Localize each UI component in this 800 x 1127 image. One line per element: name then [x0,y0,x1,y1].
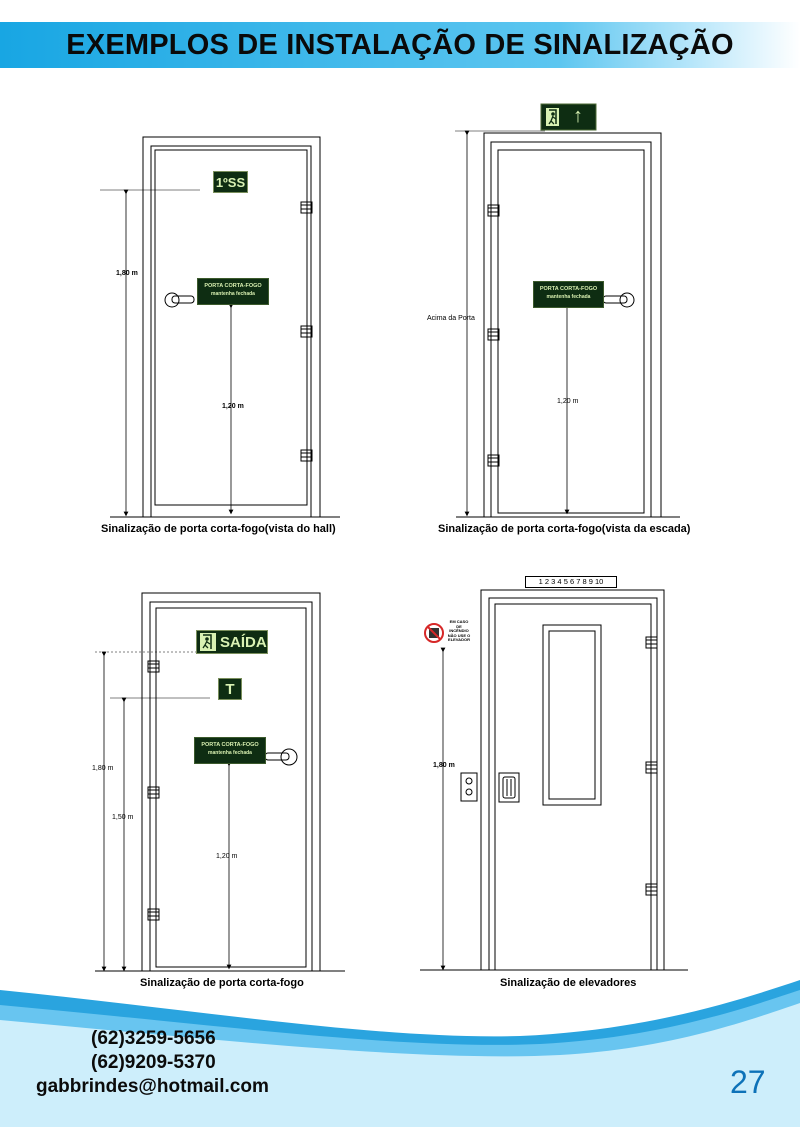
door-sign-firedoor: PORTA CORTA-FOGO mantenha fechada [194,737,266,764]
caption-stair: Sinalização de porta corta-fogo(vista da escada) [438,523,691,535]
hall-door-drawing [100,137,340,517]
dim-label-hall-sign: 1,80 m [116,270,138,277]
floor-sign-hall: 1ºSS [213,171,248,193]
elevator-warning-sign: EM CASO DE INCÊNDIO NÃO USE O ELEVADOR [447,619,471,643]
dim-label-above-door: Acima da Porta [427,315,475,322]
floor-sign-firedoor: T [218,678,242,700]
elevator-drawing [420,590,688,970]
floor-indicator: 1 2 3 4 5 6 7 8 9 10 [525,576,617,588]
no-elevator-icon [425,624,443,642]
dim-label-hall-door-sign: 1,20 m [222,403,244,410]
exit-sign-firedoor: SAÍDA [196,630,268,654]
page-number: 27 [730,1064,766,1100]
stair-door-drawing [455,131,680,517]
dim-label-stair-door-sign: 1,20 m [557,398,579,405]
dim-label-firedoor-door-sign: 1,20 m [216,853,238,860]
footer-phone-1: (62)3259-5656 [91,1028,216,1049]
door-sign-stair: PORTA CORTA-FOGO mantenha fechada [533,281,604,308]
exit-sign-stair [541,104,596,130]
dim-label-firedoor-exit: 1,80 m [92,765,114,772]
page-title: EXEMPLOS DE INSTALAÇÃO DE SINALIZAÇÃO [66,29,734,61]
caption-firedoor: Sinalização de porta corta-fogo [140,977,304,989]
footer-email[interactable]: gabbrindes@hotmail.com [36,1076,269,1097]
exit-arrow-stair: ↑ [573,105,583,127]
caption-elevator: Sinalização de elevadores [500,977,637,989]
footer-phone-2: (62)9209-5370 [91,1052,216,1073]
dim-label-elevator-sign: 1,80 m [433,762,455,769]
caption-hall: Sinalização de porta corta-fogo(vista do hall) [101,523,336,535]
door-sign-hall: PORTA CORTA-FOGO mantenha fechada [197,278,269,305]
running-man-icon [200,633,216,651]
dim-label-firedoor-floor: 1,50 m [112,814,134,821]
